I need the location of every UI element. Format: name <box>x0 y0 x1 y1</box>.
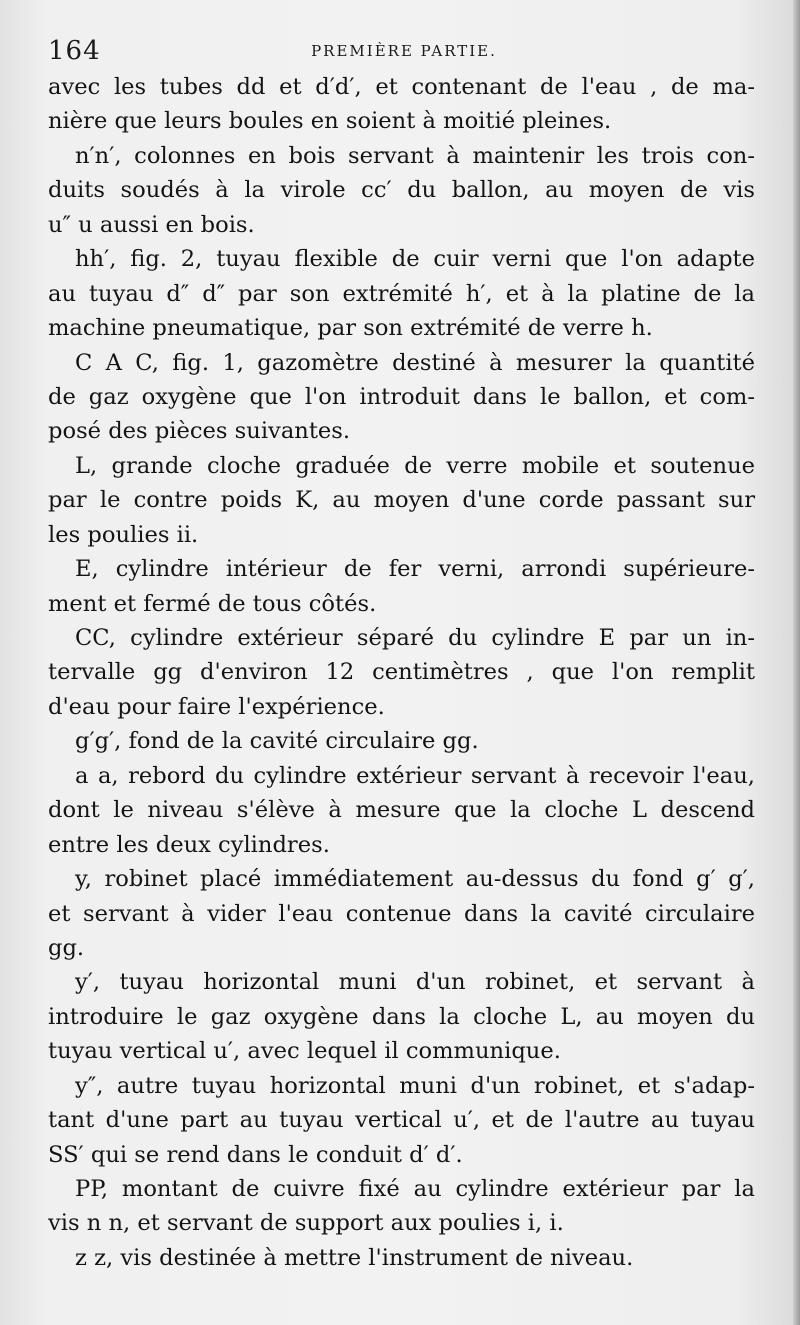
text-line: nière que leurs boules en soient à moitié pleines. <box>48 108 612 135</box>
text-line: et servant à vider l'eau contenue dans la cavité circulaire <box>48 900 755 927</box>
text-line: vis n n, et servant de support aux poulies i, i. <box>48 1210 564 1237</box>
text-line: g′g′, fond de la cavité circulaire gg. <box>75 728 479 755</box>
text-line: introduire le gaz oxygène dans la cloche L, au moyen du <box>48 1003 755 1030</box>
text-line: d'eau pour faire l'expérience. <box>48 693 385 720</box>
page-header <box>48 36 760 66</box>
text-line: PP, montant de cuivre fixé au cylindre extérieur par la <box>75 1176 755 1202</box>
text-line: ment et fermé de tous côtés. <box>48 590 377 617</box>
text-line: y, robinet placé immédiatement au-dessus du fond g′ g′, <box>75 866 755 893</box>
text-line: C A C, fig. 1, gazomètre destiné à mesurer la quantité <box>75 349 755 376</box>
text-line: y″, autre tuyau horizontal muni d'un robinet, et s'adap- <box>75 1072 755 1099</box>
text-line: tervalle gg d'environ 12 centimètres , que l'on remplit <box>48 659 755 686</box>
text-line: machine pneumatique, par son extrémité de verre h. <box>48 315 653 342</box>
text-line: hh′, fig. 2, tuyau flexible de cuir verni que l'on adapte <box>75 246 755 273</box>
text-line: a a, rebord du cylindre extérieur servant à recevoir l'eau, <box>75 762 755 789</box>
text-line: n′n′, colonnes en bois servant à maintenir les trois con- <box>75 142 755 169</box>
text-line: z z, vis destinée à mettre l'instrument de niveau. <box>75 1244 634 1271</box>
text-line: par le contre poids K, au moyen d'une corde passant sur <box>48 487 755 514</box>
text-line: de gaz oxygène que l'on introduit dans le ballon, et com- <box>48 383 755 410</box>
text-line: tant d'une part au tuyau vertical u′, et de l'autre au tuyau <box>48 1107 755 1134</box>
text-line: avec les tubes dd et d′d′, et contenant de l'eau , de ma- <box>48 74 755 100</box>
text-line: dont le niveau s'élève à mesure que la cloche L descend <box>48 797 755 824</box>
text-line: au tuyau d″ d″ par son extrémité h′, et à la platine de la <box>48 280 755 307</box>
text-line: SS′ qui se rend dans le conduit d′ d′. <box>48 1141 463 1168</box>
text-line: E, cylindre intérieur de fer verni, arrondi supérieure- <box>75 556 755 583</box>
text-line: les poulies ii. <box>48 521 199 548</box>
text-line: posé des pièces suivantes. <box>48 418 351 445</box>
body-text <box>48 70 755 1275</box>
text-line: tuyau vertical u′, avec lequel il communique. <box>48 1038 561 1065</box>
text-line: gg. <box>48 934 85 961</box>
running-head: PREMIÈRE PARTIE. <box>311 42 497 60</box>
text-line: CC, cylindre extérieur séparé du cylindre E par un in- <box>75 625 755 651</box>
text-line: duits soudés à la virole cc′ du ballon, au moyen de vis <box>48 177 755 204</box>
page-number: 164 <box>48 36 101 66</box>
text-line: y′, tuyau horizontal muni d'un robinet, et servant à <box>75 969 755 996</box>
text-line: entre les deux cylindres. <box>48 831 330 858</box>
text-line: L, grande cloche graduée de verre mobile et soutenue <box>75 452 755 479</box>
page-edge-shadow <box>793 0 800 1325</box>
text-line: u″ u aussi en bois. <box>48 211 255 238</box>
